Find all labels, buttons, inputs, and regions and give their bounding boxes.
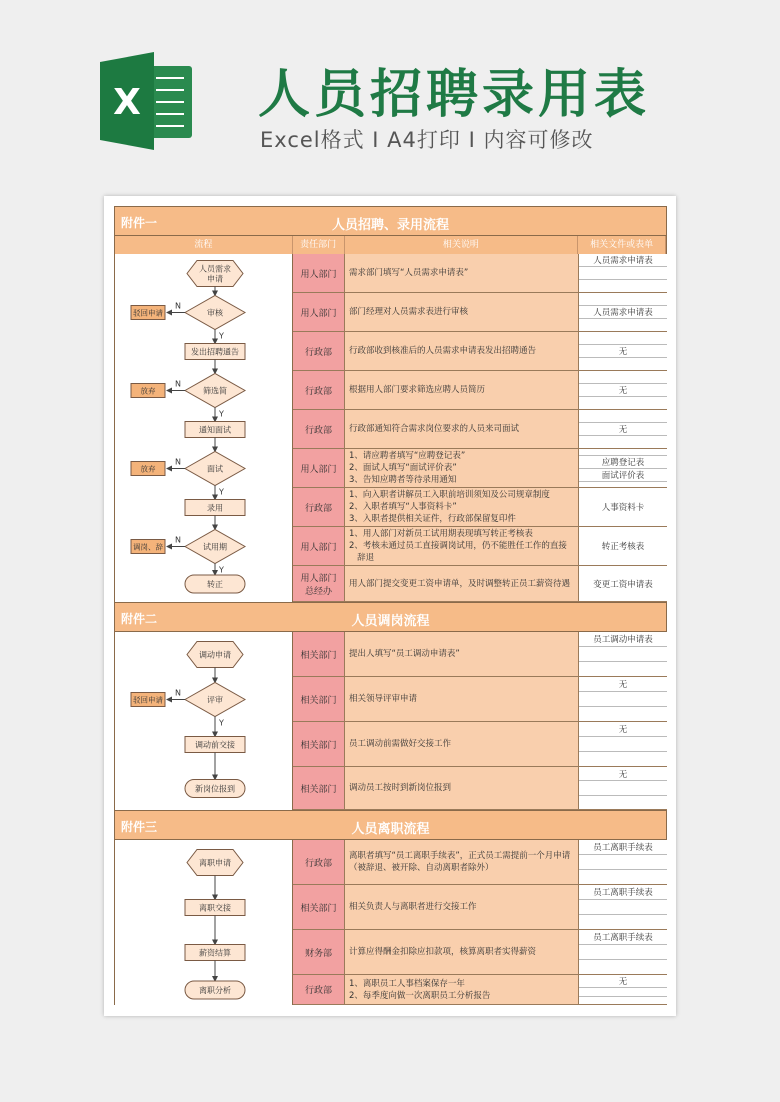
desc-cell (345, 410, 579, 448)
dept-cell: 行政部 (293, 371, 345, 409)
table-row (293, 677, 667, 722)
doc-entry (579, 781, 667, 795)
desc-line: （被辞退、被开除、自动离职者除外） (349, 863, 494, 873)
flow-node: 试用期 (203, 542, 227, 552)
doc-entry: 员工离职手续表 (579, 930, 667, 945)
doc-entry (579, 945, 667, 960)
desc-cell (345, 488, 579, 526)
doc-entry: 员工离职手续表 (579, 885, 667, 900)
doc-entry (579, 915, 667, 929)
doc-entry (579, 319, 667, 331)
flow-node: 转正 (207, 580, 223, 589)
docs-cell (579, 632, 667, 676)
doc-entry: 转正考核表 (601, 542, 645, 552)
yes-label: Y (219, 718, 224, 728)
dept-cell: 相关部门 (293, 632, 345, 676)
desc-cell (345, 371, 579, 409)
docs-cell (579, 840, 667, 884)
docs-cell (579, 677, 667, 721)
doc-entry: 无 (579, 975, 667, 988)
no-label: N (175, 457, 181, 467)
desc-line: 2、面试人填写“面试评价表” (349, 463, 457, 473)
desc-cell (345, 566, 579, 601)
dept-cell: 行政部 (293, 410, 345, 448)
table-row (293, 449, 667, 488)
desc-cell (345, 840, 579, 884)
flow-node: 调动前交接 (195, 740, 235, 750)
desc-line: 用人部门提交变更工资申请单，及时调整转正员工薪资待遇 (349, 578, 571, 589)
section-header (114, 810, 667, 840)
yes-label: Y (219, 565, 224, 575)
side-box-label: 放弃 (140, 386, 156, 396)
dept-cell: 用人部门 (293, 527, 345, 565)
docs-cell (579, 410, 667, 448)
side-box-label: 驳回申请 (133, 308, 163, 318)
flow-node: 面试 (207, 464, 223, 474)
table-row (293, 527, 667, 566)
table-row (293, 885, 667, 930)
table-row (293, 293, 667, 332)
flow-node: 人员需求 (199, 264, 231, 274)
page-title: 人员招聘录用表 (258, 65, 651, 125)
table-row (293, 975, 667, 1005)
desc-line: 行政部收到核准后的人员需求申请表发出招聘通告 (349, 346, 537, 356)
doc-entry (579, 752, 667, 766)
doc-entry: 应聘登记表 (579, 456, 667, 469)
doc-entry: 人事资料卡 (601, 503, 645, 513)
dept-cell: 相关部门 (293, 677, 345, 721)
docs-cell (579, 975, 667, 1004)
column-header-flow: 流程 (115, 236, 293, 254)
doc-entry: 员工调动申请表 (579, 632, 667, 647)
doc-entry (579, 647, 667, 662)
doc-entry (579, 855, 667, 870)
doc-entry (579, 280, 667, 292)
doc-entry (579, 692, 667, 707)
doc-entry (579, 397, 667, 409)
flow-node: 离职分析 (199, 986, 231, 995)
logo-letter: X (113, 82, 141, 123)
desc-line: 员工调动前需做好交接工作 (349, 739, 452, 749)
section-title: 人员招聘、录用流程 (331, 218, 449, 233)
desc-cell (345, 632, 579, 676)
desc-line: 3、入职者提供相关证件，行政部保留复印件 (349, 514, 516, 524)
doc-entry (579, 332, 667, 345)
table-row (293, 254, 667, 293)
desc-line: 1、请应聘者填写“应聘登记表” (349, 451, 466, 461)
doc-entry (579, 482, 667, 488)
doc-entry: 变更工资申请表 (593, 579, 653, 590)
doc-entry (579, 410, 667, 423)
section-body (114, 254, 667, 602)
table-row (293, 566, 667, 602)
desc-line: 2、入职者填写“人事资料卡” (349, 502, 457, 512)
desc-line: 3、告知应聘者等待录用通知 (349, 475, 457, 485)
docs-cell (579, 254, 667, 292)
desc-line: 部门经理对人员需求表进行审核 (349, 307, 469, 317)
column-header-docs: 相关文件或表单 (578, 236, 666, 254)
flowchart (115, 254, 293, 602)
dept-cell: 行政部 (293, 975, 345, 1004)
dept-cell: 用人部门 (293, 449, 345, 487)
desc-cell (345, 930, 579, 974)
table-row (293, 930, 667, 975)
desc-line: 2、考核未通过员工直接调岗试用，仍不能胜任工作的直接 (349, 541, 567, 551)
side-box-label: 驳回申请 (133, 695, 163, 705)
doc-entry (579, 267, 667, 280)
dept-cell: 用人部门 总经办 (293, 566, 345, 601)
docs-cell (579, 566, 667, 601)
docs-cell (579, 293, 667, 331)
doc-entry: 无 (579, 345, 667, 358)
table-row (293, 840, 667, 885)
dept-cell: 行政部 (293, 488, 345, 526)
doc-entry (579, 988, 667, 997)
column-header-dept: 责任部门 (293, 236, 345, 254)
section-header (114, 602, 667, 632)
flow-node: 调动申请 (199, 650, 231, 660)
desc-line: 根据用人部门要求筛选应聘人员简历 (349, 385, 486, 395)
flow-node: 通知面试 (199, 425, 231, 435)
desc-cell (345, 254, 579, 292)
desc-cell (345, 975, 579, 1004)
doc-entry: 人员需求申请表 (579, 306, 667, 319)
table-row (293, 632, 667, 677)
desc-cell (345, 722, 579, 766)
desc-line: 需求部门填写“人员需求申请表” (349, 268, 469, 278)
table-row (293, 488, 667, 527)
desc-line: 2、每季度向做一次离职员工分析报告 (349, 990, 491, 1001)
doc-entry: 人员需求申请表 (579, 254, 667, 267)
desc-cell (345, 527, 579, 565)
table-row (293, 371, 667, 410)
doc-entry (579, 662, 667, 676)
flowchart-svg (115, 254, 293, 602)
section-header (114, 206, 667, 236)
desc-line: 提出人填写“员工调动申请表” (349, 649, 460, 659)
section-tag: 附件三 (121, 820, 158, 834)
document-sheet (104, 196, 676, 1016)
flow-node: 审核 (207, 308, 223, 318)
dept-cell: 相关部门 (293, 885, 345, 929)
docs-cell (579, 449, 667, 487)
doc-entry (579, 997, 667, 1005)
docs-cell (579, 722, 667, 766)
section-body (114, 840, 667, 1005)
section-tag: 附件二 (121, 612, 158, 626)
doc-entry (579, 900, 667, 915)
doc-entry: 面试评价表 (579, 469, 667, 482)
doc-entry (579, 796, 667, 809)
flowchart (115, 840, 293, 1005)
dept-cell: 用人部门 (293, 293, 345, 331)
no-label: N (175, 535, 181, 545)
side-box-label: 放弃 (140, 464, 156, 474)
dept-cell: 相关部门 (293, 767, 345, 809)
doc-entry (579, 960, 667, 974)
docs-cell (579, 527, 667, 565)
doc-entry (579, 436, 667, 448)
section-tag: 附件一 (121, 216, 158, 230)
doc-entry (579, 371, 667, 384)
doc-entry: 无 (579, 384, 667, 397)
yes-label: Y (219, 409, 224, 419)
desc-line: 离职者填写“员工离职手续表”，正式员工需提前一个月申请 (349, 851, 571, 861)
column-header-row (114, 236, 667, 254)
table-row (293, 410, 667, 449)
flow-node: 薪资结算 (199, 948, 231, 958)
doc-entry: 无 (579, 423, 667, 436)
doc-entry: 无 (579, 767, 667, 781)
flow-node: 离职交接 (199, 903, 231, 913)
no-label: N (175, 379, 181, 389)
doc-entry: 无 (579, 722, 667, 737)
desc-cell (345, 885, 579, 929)
flow-node: 评审 (207, 695, 223, 705)
docs-cell (579, 885, 667, 929)
desc-line: 调动员工按时到新岗位报到 (349, 783, 452, 793)
desc-cell (345, 449, 579, 487)
table-row (293, 767, 667, 810)
page-subtitle: Excel格式 I A4打印 I 内容可修改 (260, 128, 594, 152)
doc-entry (579, 293, 667, 306)
table-row (293, 332, 667, 371)
docs-cell (579, 488, 667, 526)
flowchart (115, 632, 293, 810)
desc-line: 计算应得酬金扣除应扣款项，核算离职者实得薪资 (349, 947, 537, 957)
desc-line: 辞退 (349, 553, 375, 563)
desc-line: 相关负责人与离职者进行交接工作 (349, 902, 477, 912)
docs-cell (579, 930, 667, 974)
recruitment-table (114, 206, 667, 1005)
section-title: 人员调岗流程 (351, 614, 430, 629)
desc-line: 1、用人部门对新员工试用期表现填写转正考核表 (349, 529, 533, 539)
no-label: N (175, 301, 181, 311)
dept-cell: 财务部 (293, 930, 345, 974)
desc-line: 相关领导评审申请 (349, 694, 418, 704)
table-row (293, 722, 667, 767)
flow-node: 发出招聘通告 (191, 347, 239, 357)
yes-label: Y (219, 487, 224, 497)
no-label: N (175, 688, 181, 698)
doc-entry (579, 737, 667, 752)
doc-entry (579, 358, 667, 370)
doc-entry (579, 707, 667, 721)
flowchart-svg (115, 632, 293, 810)
desc-cell (345, 677, 579, 721)
side-box-label: 调岗、辞 (133, 542, 163, 552)
dept-cell: 行政部 (293, 332, 345, 370)
flowchart-svg (115, 840, 293, 1005)
dept-cell: 行政部 (293, 840, 345, 884)
flow-node: 筛选简 (203, 386, 227, 396)
docs-cell (579, 371, 667, 409)
dept-cell: 相关部门 (293, 722, 345, 766)
docs-cell (579, 767, 667, 809)
section-title: 人员离职流程 (351, 822, 430, 837)
section-body (114, 632, 667, 810)
flow-node: 录用 (207, 503, 223, 513)
flow-node: 离职申请 (199, 858, 231, 868)
desc-cell (345, 293, 579, 331)
docs-cell (579, 332, 667, 370)
desc-line: 1、向入职者讲解员工入职前培训须知及公司规章制度 (349, 490, 550, 500)
flow-node: 新岗位报到 (195, 784, 235, 794)
excel-logo (98, 52, 194, 150)
desc-cell (345, 332, 579, 370)
yes-label: Y (219, 331, 224, 341)
desc-line: 行政部通知符合需求岗位要求的人员来司面试 (349, 424, 520, 434)
dept-cell: 用人部门 (293, 254, 345, 292)
flow-node: 申请 (207, 274, 223, 284)
doc-entry: 无 (579, 677, 667, 692)
doc-entry (579, 870, 667, 884)
doc-entry: 员工离职手续表 (579, 840, 667, 855)
column-header-desc: 相关说明 (345, 236, 579, 254)
desc-line: 1、离职员工人事档案保存一年 (349, 978, 465, 989)
desc-cell (345, 767, 579, 809)
